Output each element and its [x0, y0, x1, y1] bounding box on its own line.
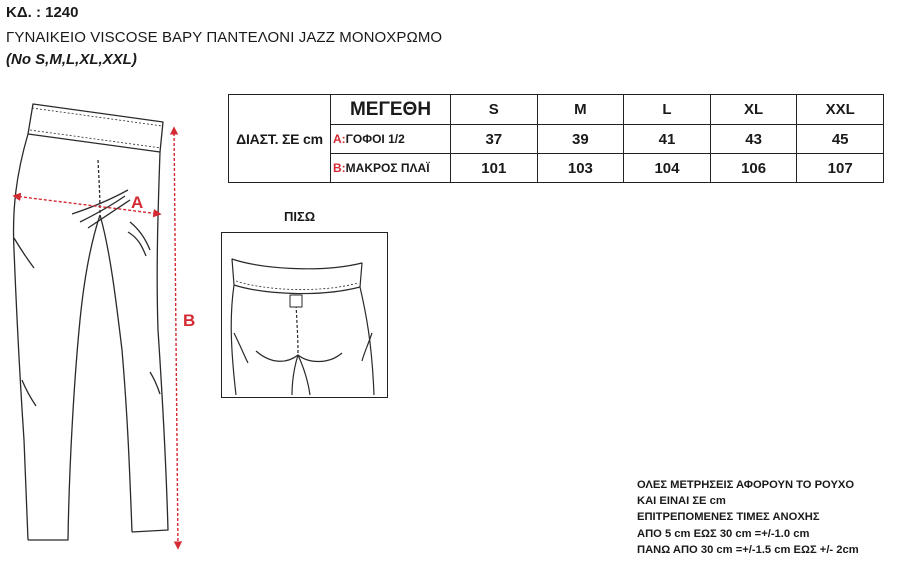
row-label-text: ΜΑΚΡΟΣ ΠΛΑΪ: [345, 161, 430, 175]
size-table: [228, 94, 884, 183]
size-m: M: [537, 95, 624, 125]
table-cell: 43: [710, 125, 797, 154]
product-title: ΓΥΝΑΙΚΕΙΟ VISCOSE ΒΑΡΥ ΠΑΝΤΕΛΟΝΙ JAZZ ΜΟΝΟΧΡΩΜΟ: [6, 29, 443, 46]
dimension-arrow: [174, 128, 178, 548]
size-xxl: XXL: [797, 95, 884, 125]
note-line: ΟΛΕΣ ΜΕΤΡΗΣΕΙΣ ΑΦΟΡΟΥΝ ΤΟ ΡΟΥΧΟ: [637, 479, 855, 491]
table-cell: 104: [624, 154, 711, 183]
table-cell: 101: [451, 154, 538, 183]
back-view-frame: [221, 232, 388, 398]
row-label-length: [331, 154, 451, 183]
row-letter: A:: [333, 132, 346, 146]
measurement-notes: [637, 477, 859, 558]
back-view-label: ΠΙΣΩ: [284, 209, 316, 224]
product-code: ΚΔ. : 1240: [6, 4, 79, 21]
note-line: ΠΑΝΩ ΑΠΟ 30 cm =+/-1.5 cm ΕΩΣ +/- 2cm: [637, 543, 859, 556]
note-line: ΑΠΟ 5 cm ΕΩΣ 30 cm =+/-1.0 cm: [637, 527, 810, 540]
table-cell: 41: [624, 125, 711, 154]
table-cell: 45: [797, 125, 884, 154]
dimensions-label: ΔΙΑΣΤ. ΣΕ cm: [229, 95, 331, 183]
row-label-hips: [331, 125, 451, 154]
dimension-a-label: A: [131, 193, 144, 212]
back-pants-sketch: [222, 233, 385, 395]
sizes-header: ΜΕΓΕΘΗ: [331, 95, 451, 125]
table-cell: 106: [710, 154, 797, 183]
available-sizes: (No S,M,L,XL,XXL): [6, 51, 137, 68]
row-label-text: ΓΟΦΟΙ 1/2: [345, 132, 405, 146]
table-cell: 103: [537, 154, 624, 183]
dimension-b-label: B: [183, 311, 196, 330]
table-cell: 39: [537, 125, 624, 154]
size-l: L: [624, 95, 711, 125]
row-letter: B:: [333, 161, 346, 175]
note-line: ΚΑΙ ΕΙΝΑΙ ΣΕ cm: [637, 495, 726, 508]
size-xl: XL: [710, 95, 797, 125]
table-cell: 107: [797, 154, 884, 183]
size-s: S: [451, 95, 538, 125]
table-cell: 37: [451, 125, 538, 154]
note-line: ΕΠΙΤΡΕΠΟΜΕΝΕΣ ΤΙΜΕΣ ΑΝΟΧΗΣ: [637, 511, 820, 524]
